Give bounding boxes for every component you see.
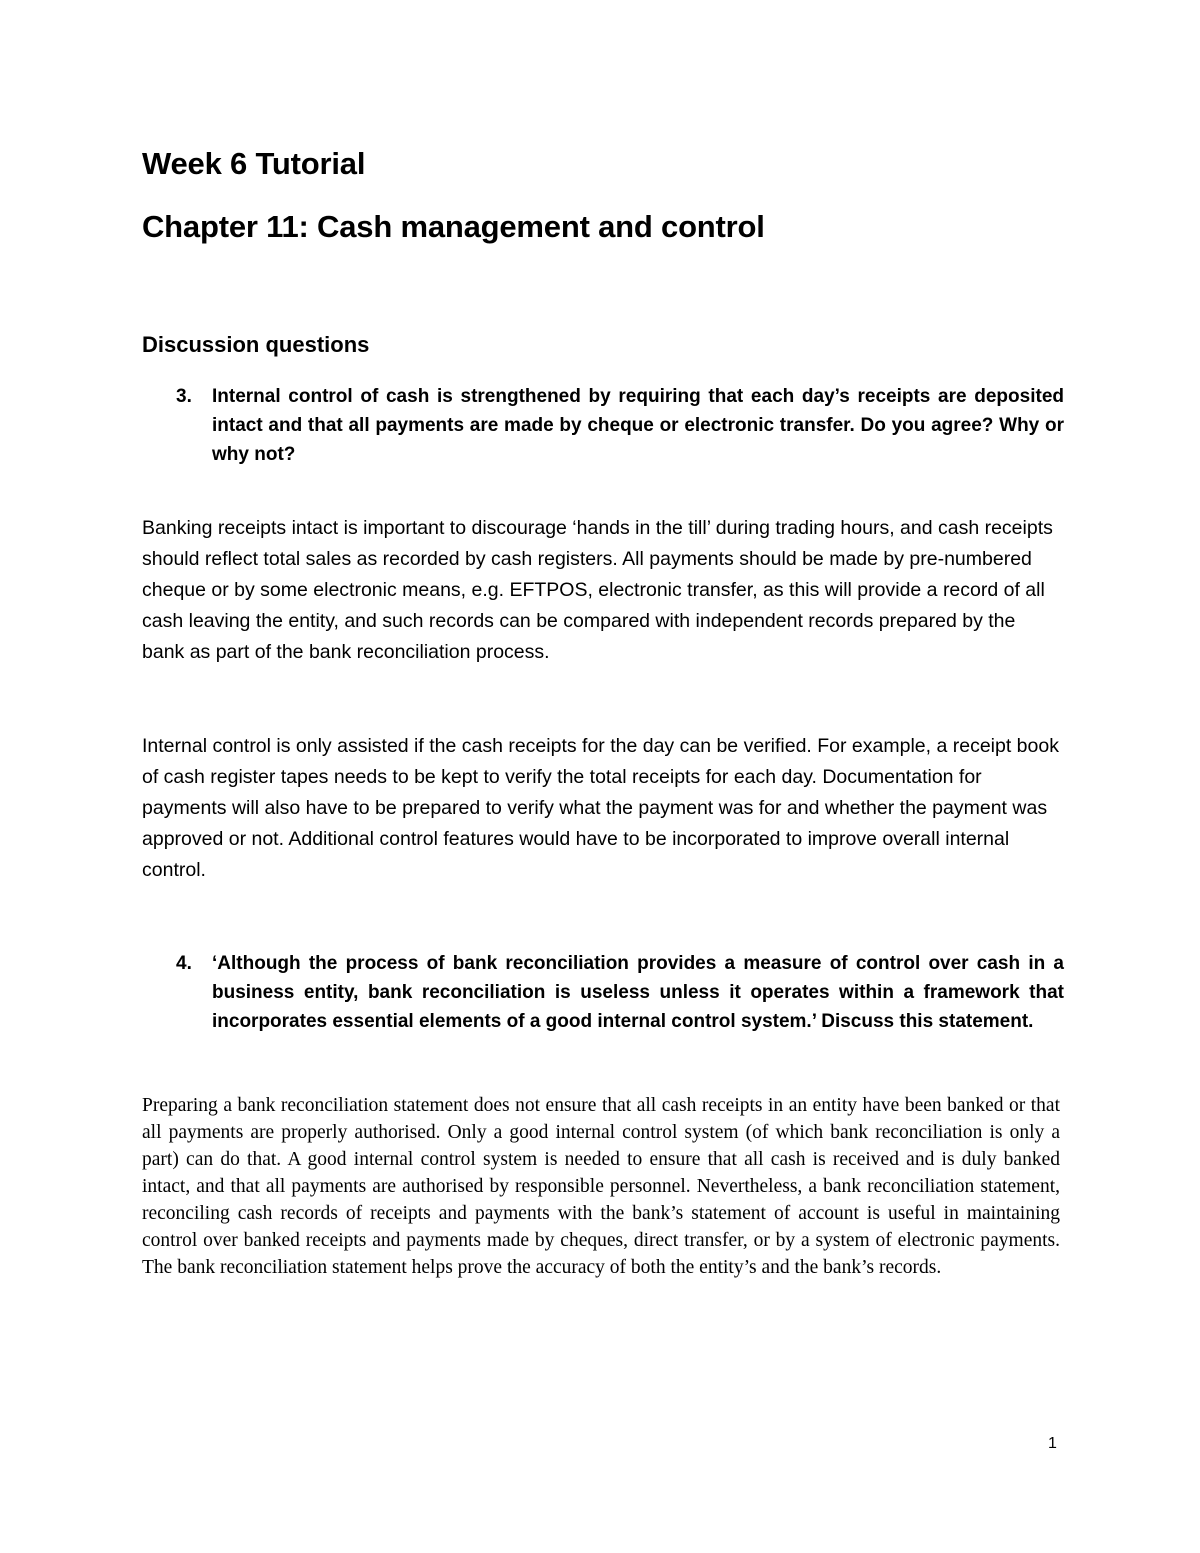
question-text: ‘Although the process of bank reconciliation provides a measure of control over cash in a business entity, bank reconciliation is useless unless it operates within a framework that incorporates essential elements of a good internal control system.’ Discuss this statement. (212, 953, 1064, 1032)
page-number: 1 (1048, 1435, 1057, 1452)
answer-paragraph: Preparing a bank reconciliation statement does not ensure that all cash receipts in an entity have been banked or that all payments are properly authorised. Only a good internal control system (of which bank reconciliation is only a part) can do that. A good internal control system is needed to ensure that all cash is received and is duly banked intact, and that all payments are authorised by responsible personnel. Nevertheless, a bank reconciliation statement, reconciling cash records of receipts and payments with the bank’s statement of account is useful in maintaining control over banked receipts and payments made by cheques, direct transfer, or by a system of electronic payments. The bank reconciliation statement helps prove the accuracy of both the entity’s and the bank’s records. (142, 1095, 1060, 1278)
question-number: 4. (176, 953, 192, 974)
answer-paragraph: Banking receipts intact is important to discourage ‘hands in the till’ during trading hours, and cash receipts should reflect total sales as recorded by cash registers. All payments should be made by pre-numbered cheque or by some electronic means, e.g. EFTPOS, electronic transfer, as this will provide a record of all cash leaving the entity, and such records can be compared with independent records prepared by the bank as part of the bank reconciliation process. (142, 517, 1053, 663)
question-3 (142, 382, 1064, 469)
question-number: 3. (176, 386, 192, 407)
chapter-title: Chapter 11: Cash management and control (142, 209, 765, 244)
document-title: Week 6 Tutorial (142, 146, 366, 181)
section-heading: Discussion questions (142, 332, 370, 357)
answer-paragraph: Internal control is only assisted if the cash receipts for the day can be verified. For example, a receipt book of cash register tapes needs to be kept to verify the total receipts for each day. Documentation for payments will also have to be prepared to verify what the payment was for and whether the payment was approved or not. Additional control features would have to be incorporated to improve overall internal control. (142, 735, 1059, 881)
question-4 (142, 949, 1064, 1036)
question-text: Internal control of cash is strengthened by requiring that each day’s receipts are deposited intact and that all payments are made by cheque or electronic transfer. Do you agree? Why or why not? (212, 386, 1064, 465)
